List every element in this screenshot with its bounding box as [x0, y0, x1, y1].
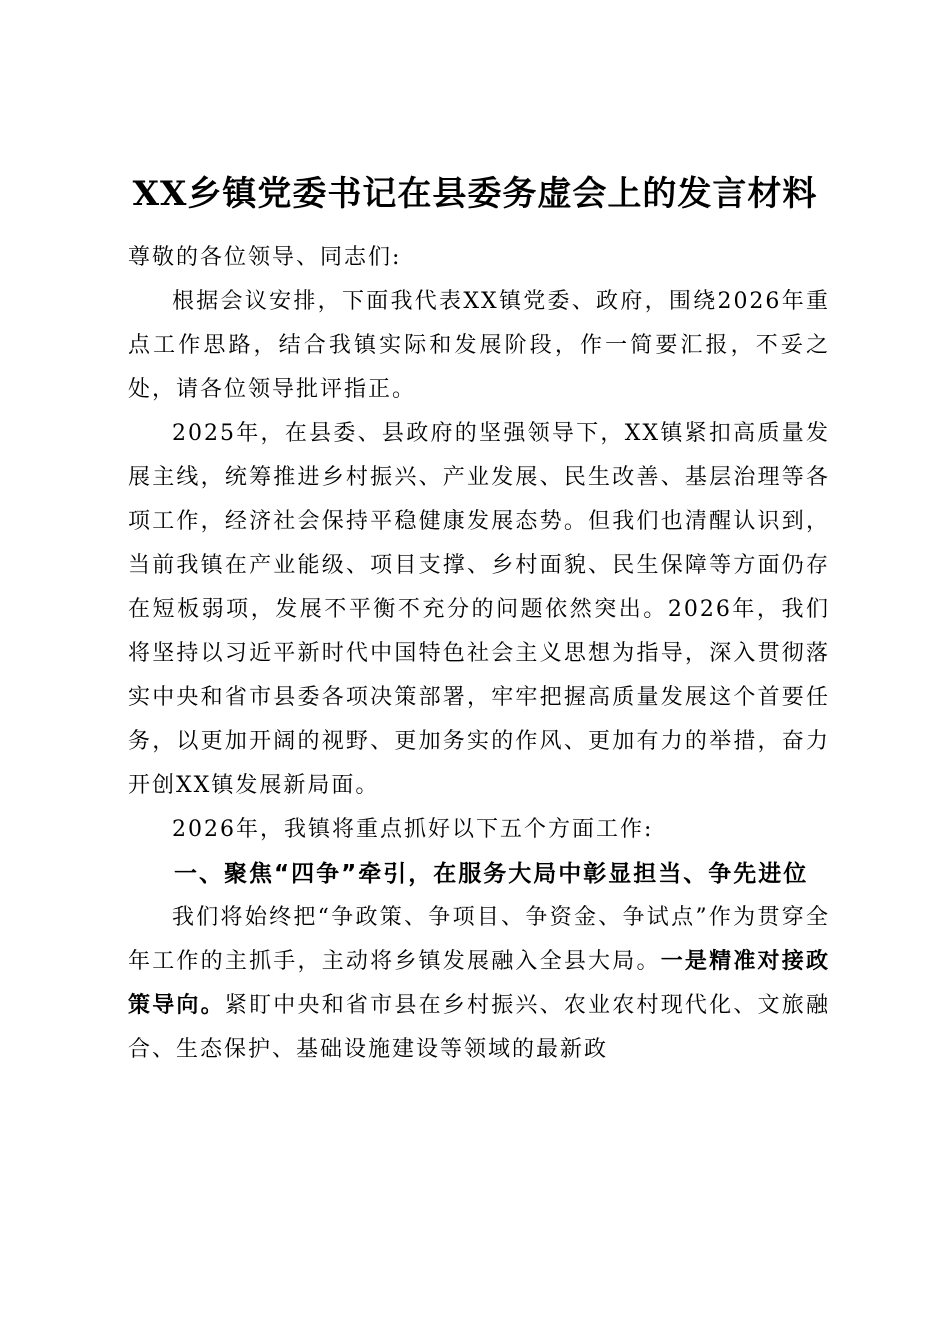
section-1-paragraph — [128, 896, 830, 1072]
section-1-bold-point: 一是精准对接政策导向。 — [128, 949, 830, 1018]
salutation: 尊敬的各位领导、同志们: — [128, 245, 402, 270]
document-body — [128, 236, 830, 1072]
section-1-text-b: 紧盯中央和省市县在乡村振兴、农业农村现代化、文旅融合、生态保护、基础设施建设等领域的最新政 — [128, 993, 830, 1062]
document-title: XX乡镇党委书记在县委务虚会上的发言材料 — [132, 174, 818, 214]
section-1-text-a: 我们将始终把“争政策、争项目、争资金、争试点”作为贯穿全年工作的主抓手，主动将乡镇发展融入全县大局。 — [128, 905, 830, 974]
paragraph-intro: 根据会议安排，下面我代表XX镇党委、政府，围绕2026年重点工作思路，结合我镇实际和发展阶段，作一简要汇报，不妥之处，请各位领导批评指正。 — [128, 289, 830, 402]
paragraph-review: 2025年，在县委、县政府的坚强领导下，XX镇紧扣高质量发展主线，统筹推进乡村振兴、产业发展、民生改善、基层治理等各项工作，经济社会保持平稳健康发展态势。但我们也清醒认识到，当前我镇在产业能级、项目支撑、乡村面貌、民生保障等方面仍存在短板弱项，发展不平衡不充分的问题依然突出。2026年，我们将坚持以习近平新时代中国特色社会主义思想为指导，深入贯彻落实中央和省市县委各项决策部署，牢牢把握高质量发展这个首要任务，以更加开阔的视野、更加务实的作风、更加有力的举措，奋力开创XX镇发展新局面。 — [128, 421, 830, 798]
section-heading-1: 一、聚焦“四争”牵引，在服务大局中彰显担当、争先进位 — [174, 861, 809, 887]
paragraph-overview: 2026年，我镇将重点抓好以下五个方面工作: — [172, 817, 654, 842]
